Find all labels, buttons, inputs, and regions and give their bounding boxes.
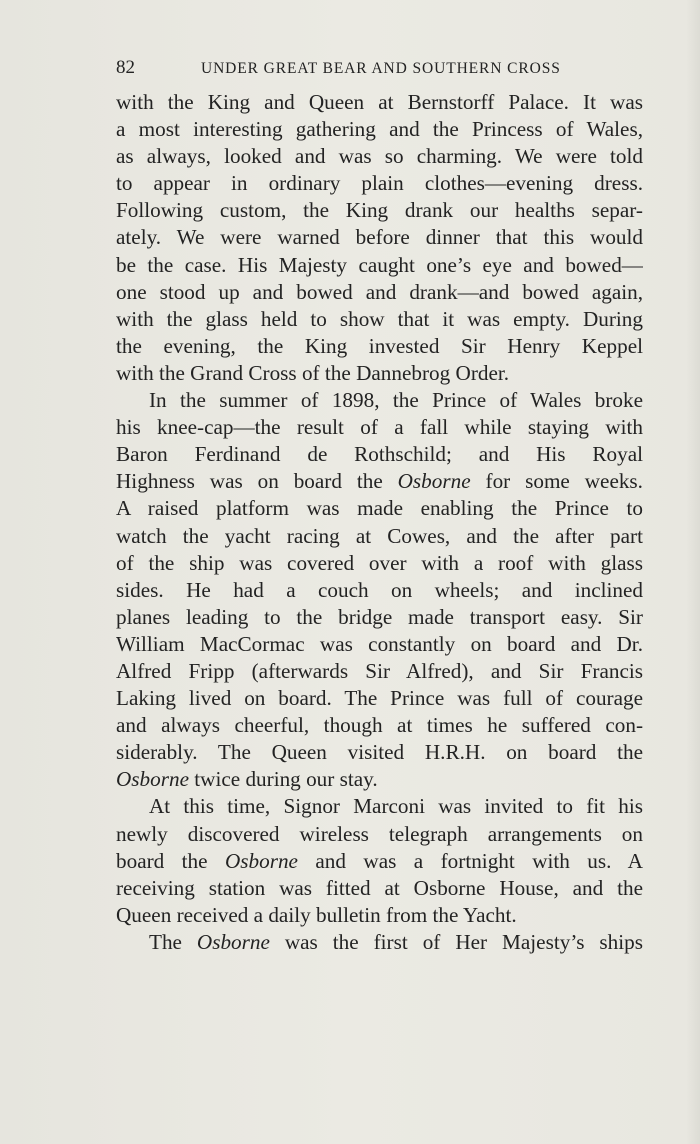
- text-line: [116, 333, 643, 360]
- text-line: [116, 252, 643, 279]
- text-line: [116, 468, 643, 495]
- running-title: UNDER GREAT BEAR AND SOUTHERN CROSS: [201, 60, 561, 77]
- italic-ship-name: Osborne: [116, 767, 189, 792]
- italic-ship-name: Osborne: [224, 848, 298, 873]
- text-segment: with the King and Queen at Bernstorff Palace. It was: [116, 90, 643, 114]
- running-head: [116, 54, 642, 82]
- text-line: [116, 441, 643, 468]
- text-segment: siderably. The Queen visited H.R.H. on board the: [116, 740, 643, 765]
- text-segment: was the first of Her Majesty’s ships: [269, 929, 643, 954]
- text-line: [116, 414, 643, 441]
- text-line: [116, 360, 643, 387]
- text-segment: Baron Ferdinand de Rothschild; and His Royal: [116, 442, 643, 467]
- text-segment: as always, looked and was so charming. We were told: [116, 144, 643, 169]
- text-line: [116, 197, 643, 224]
- text-line: [116, 306, 643, 333]
- text-line: [116, 712, 643, 739]
- text-line: [116, 685, 643, 712]
- text-line: [116, 658, 643, 685]
- text-segment: At this time, Signor Marconi was invited to fit his: [149, 794, 643, 819]
- text-segment: with the Grand Cross of the Dannebrog Order.: [116, 360, 510, 385]
- text-segment: Alfred Fripp (afterwards Sir Alfred), and Sir Francis: [116, 658, 643, 683]
- text-line: [116, 495, 643, 522]
- text-line: [116, 523, 643, 550]
- text-segment: his knee-cap—the result of a fall while staying with: [116, 415, 643, 440]
- text-segment: receiving station was fitted at Osborne House, and the: [116, 875, 643, 900]
- page-edge-shadow: [686, 0, 700, 1144]
- text-segment: A raised platform was made enabling the Prince to: [116, 496, 643, 521]
- text-segment: be the case. His Majesty caught one’s eye and bowed—: [116, 252, 643, 277]
- italic-ship-name: Osborne: [397, 469, 471, 494]
- body-text: [116, 89, 643, 956]
- text-segment: and always cheerful, though at times he suffered con-: [116, 713, 643, 738]
- text-segment: the evening, the King invested Sir Henry Keppel: [116, 333, 643, 358]
- text-segment: board the: [116, 848, 225, 873]
- text-segment: to appear in ordinary plain clothes—evening dress.: [116, 171, 643, 196]
- text-segment: for some weeks.: [470, 469, 643, 494]
- text-segment: with the glass held to show that it was empty. During: [116, 306, 643, 331]
- text-segment: watch the yacht racing at Cowes, and the after part: [116, 523, 643, 548]
- text-segment: a most interesting gathering and the Princess of Wales,: [116, 117, 643, 142]
- text-line: [116, 224, 643, 251]
- text-line: [116, 387, 643, 414]
- text-line: [116, 279, 643, 306]
- text-line: [116, 577, 643, 604]
- text-segment: Following custom, the King drank our healths separ-: [116, 198, 643, 223]
- text-segment: twice during our stay.: [188, 767, 378, 792]
- text-line: [116, 143, 643, 170]
- text-line: [116, 116, 643, 143]
- text-segment: Highness was on board the: [116, 469, 398, 494]
- text-line: [116, 766, 643, 793]
- text-segment: of the ship was covered over with a roof with glass: [116, 550, 643, 575]
- text-segment: ately. We were warned before dinner that this would: [116, 225, 643, 250]
- text-segment: In the summer of 1898, the Prince of Wales broke: [149, 388, 643, 413]
- text-segment: Laking lived on board. The Prince was full of courage: [116, 686, 643, 711]
- text-line: [116, 821, 643, 848]
- text-line: [116, 170, 643, 197]
- text-segment: sides. He had a couch on wheels; and inclined: [116, 577, 643, 602]
- text-line: [116, 848, 643, 875]
- italic-ship-name: Osborne: [196, 929, 270, 954]
- text-segment: planes leading to the bridge made transport easy. Sir: [116, 604, 643, 629]
- text-line: [116, 604, 643, 631]
- text-segment: The: [149, 929, 197, 954]
- text-line: [116, 793, 643, 820]
- text-segment: Queen received a daily bulletin from the Yacht.: [116, 902, 517, 927]
- text-segment: newly discovered wireless telegraph arrangements on: [116, 821, 643, 846]
- text-segment: William MacCormac was constantly on board and Dr.: [116, 631, 643, 656]
- text-line: [116, 875, 643, 902]
- text-line: [116, 89, 643, 116]
- text-segment: and was a fortnight with us. A: [297, 848, 643, 873]
- text-line: [116, 902, 643, 929]
- text-line: [116, 739, 643, 766]
- text-segment: one stood up and bowed and drank—and bowed again,: [116, 279, 643, 304]
- text-line: [116, 631, 643, 658]
- page-number: 82: [116, 57, 135, 78]
- text-line: [116, 929, 643, 956]
- text-line: [116, 550, 643, 577]
